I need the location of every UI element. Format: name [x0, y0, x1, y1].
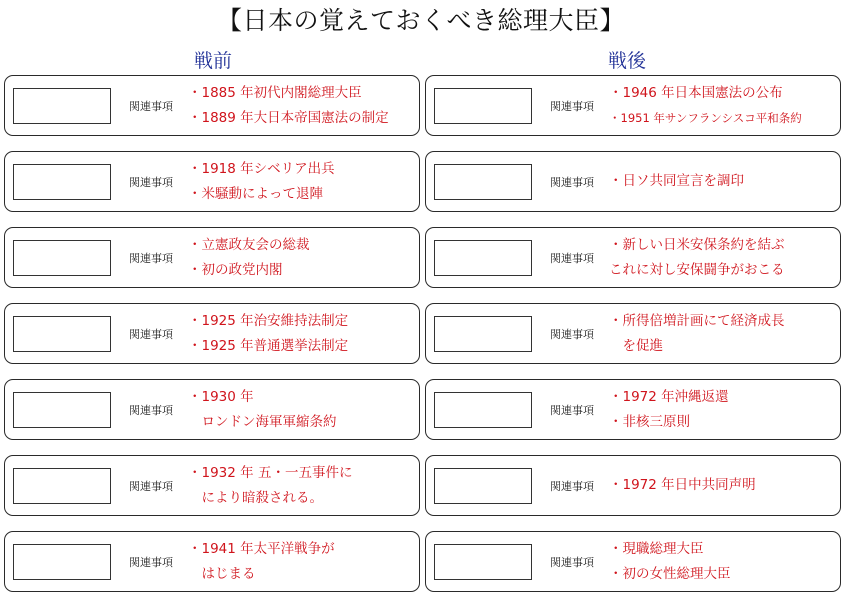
- related-notes: [188, 456, 418, 515]
- note-line: ・1918 年シベリア出兵: [188, 160, 335, 177]
- related-notes: [609, 152, 839, 211]
- note-line: ・新しい日米安保条約を結ぶ: [609, 236, 785, 253]
- prime-minister-name-box[interactable]: [13, 88, 111, 124]
- note-line: ・1946 年日本国憲法の公布: [609, 84, 783, 101]
- prime-minister-name-box[interactable]: [434, 544, 532, 580]
- postwar-row-card: [425, 531, 841, 592]
- prime-minister-name-box[interactable]: [13, 392, 111, 428]
- postwar-row-card: [425, 151, 841, 212]
- postwar-row-card: [425, 227, 841, 288]
- note-line: ・1885 年初代内閣総理大臣: [188, 84, 362, 101]
- note-line: ・1932 年 五・一五事件に: [188, 464, 353, 481]
- postwar-row-card: [425, 455, 841, 516]
- postwar-column: [425, 75, 841, 607]
- prime-minister-name-box[interactable]: [13, 316, 111, 352]
- prime-minister-name-box[interactable]: [13, 164, 111, 200]
- related-notes: [188, 228, 418, 287]
- related-items-label: 関連事項: [550, 252, 594, 265]
- related-notes: [188, 380, 418, 439]
- note-line: ・1925 年治安維持法制定: [188, 312, 349, 329]
- related-items-label: 関連事項: [550, 404, 594, 417]
- related-notes: [188, 532, 418, 591]
- related-items-label: 関連事項: [129, 556, 173, 569]
- note-line: ・1951 年サンフランシスコ平和条約: [609, 110, 802, 125]
- note-line: ・立憲政友会の総裁: [188, 236, 310, 253]
- prewar-heading: 戦前: [193, 50, 232, 72]
- related-items-label: 関連事項: [129, 328, 173, 341]
- prime-minister-name-box[interactable]: [13, 240, 111, 276]
- prime-minister-name-box[interactable]: [434, 468, 532, 504]
- postwar-row-card: [425, 75, 841, 136]
- related-notes: [609, 532, 839, 591]
- related-items-label: 関連事項: [129, 176, 173, 189]
- related-items-label: 関連事項: [129, 252, 173, 265]
- note-line: ・1972 年沖縄返還: [609, 388, 729, 405]
- note-line: ・1941 年太平洋戦争が: [188, 540, 335, 557]
- prime-minister-name-box[interactable]: [13, 544, 111, 580]
- prime-minister-name-box[interactable]: [434, 392, 532, 428]
- prime-minister-name-box[interactable]: [434, 316, 532, 352]
- prime-minister-name-box[interactable]: [13, 468, 111, 504]
- related-items-label: 関連事項: [129, 100, 173, 113]
- related-items-label: 関連事項: [550, 176, 594, 189]
- note-line: により暗殺される。: [188, 489, 323, 506]
- prewar-row-card: [4, 379, 420, 440]
- related-notes: [188, 304, 418, 363]
- note-line: ・初の政党内閣: [188, 261, 283, 278]
- prewar-column: [4, 75, 420, 607]
- note-line: ・現職総理大臣: [609, 540, 704, 557]
- prewar-row-card: [4, 151, 420, 212]
- note-line: ・初の女性総理大臣: [609, 565, 731, 582]
- note-line: を促進: [609, 337, 663, 354]
- note-line: ・米騒動によって退陣: [188, 185, 323, 202]
- prewar-row-card: [4, 75, 420, 136]
- prime-minister-name-box[interactable]: [434, 240, 532, 276]
- note-line: ・1925 年普通選挙法制定: [188, 337, 349, 354]
- note-line: ・所得倍増計画にて経済成長: [609, 312, 785, 329]
- related-notes: [609, 228, 839, 287]
- note-line: ・非核三原則: [609, 413, 690, 430]
- related-notes: [609, 380, 839, 439]
- related-notes: [609, 76, 839, 135]
- note-line: ・1930 年: [188, 388, 254, 405]
- prewar-row-card: [4, 531, 420, 592]
- related-items-label: 関連事項: [129, 404, 173, 417]
- related-items-label: 関連事項: [550, 100, 594, 113]
- note-line: ロンドン海軍軍縮条約: [188, 413, 337, 430]
- note-line: ・1972 年日中共同声明: [609, 477, 756, 493]
- note-line: これに対し安保闘争がおこる: [609, 261, 785, 278]
- related-items-label: 関連事項: [550, 328, 594, 341]
- related-items-label: 関連事項: [550, 480, 594, 493]
- note-line: はじまる: [188, 565, 256, 582]
- note-line: ・日ソ共同宣言を調印: [609, 173, 744, 189]
- prewar-row-card: [4, 303, 420, 364]
- related-notes: [609, 456, 839, 515]
- prewar-row-card: [4, 227, 420, 288]
- prime-minister-name-box[interactable]: [434, 164, 532, 200]
- postwar-heading: 戦後: [607, 50, 646, 72]
- prime-minister-name-box[interactable]: [434, 88, 532, 124]
- related-notes: [188, 76, 418, 135]
- postwar-row-card: [425, 379, 841, 440]
- postwar-row-card: [425, 303, 841, 364]
- note-line: ・1889 年大日本帝国憲法の制定: [188, 109, 389, 126]
- related-items-label: 関連事項: [129, 480, 173, 493]
- related-notes: [609, 304, 839, 363]
- page-title: 【日本の覚えておくべき総理大臣】: [216, 6, 625, 35]
- related-notes: [188, 152, 418, 211]
- related-items-label: 関連事項: [550, 556, 594, 569]
- prewar-row-card: [4, 455, 420, 516]
